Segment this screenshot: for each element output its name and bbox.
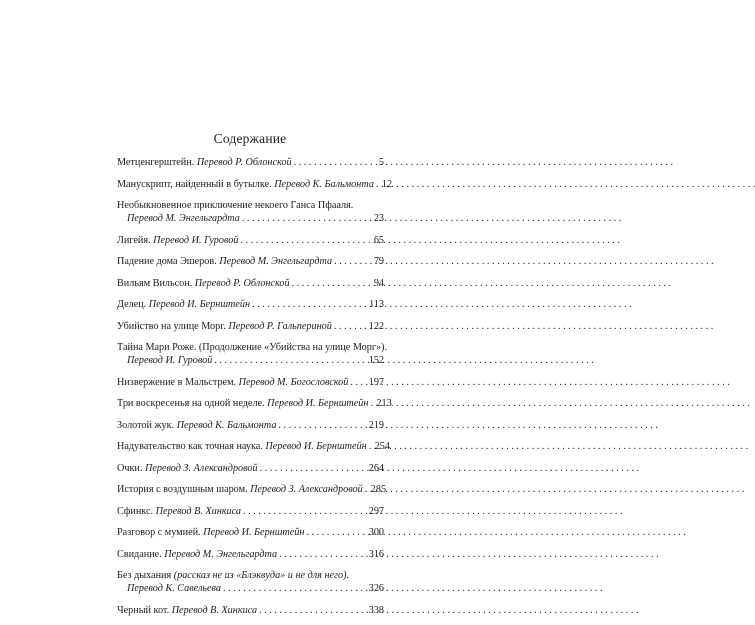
toc-entry bbox=[117, 320, 384, 333]
entry-translator: Перевод К. Бальмонта bbox=[176, 419, 277, 431]
toc-entry bbox=[117, 604, 384, 617]
dot-leader bbox=[260, 462, 367, 475]
dot-leader bbox=[214, 354, 366, 367]
contents-heading: Содержание bbox=[213, 131, 287, 146]
entry-page-number: 316 bbox=[368, 548, 384, 560]
entry-page-number: 300 bbox=[368, 527, 384, 538]
entry-page-number: 79 bbox=[373, 256, 384, 267]
dot-leader bbox=[334, 255, 372, 268]
dot-leader bbox=[292, 277, 372, 290]
entry-translator: Перевод Р. Облонской bbox=[194, 277, 290, 289]
entry-translator: Перевод И. Бернштейн bbox=[148, 299, 251, 310]
toc-entry bbox=[117, 569, 384, 595]
entry-translator: Перевод М. Энгельгардта bbox=[219, 256, 333, 267]
entry-title: Три воскресенья на одной неделе. bbox=[117, 398, 268, 409]
entry-title: Падение дома Эшеров. bbox=[117, 256, 220, 267]
toc-entry bbox=[117, 255, 384, 268]
table-of-contents bbox=[117, 156, 393, 625]
entry-title: Очки. bbox=[117, 462, 145, 474]
dot-leader bbox=[306, 526, 366, 539]
dot-leader bbox=[252, 298, 367, 311]
entry-translator: Перевод В. Хинкиса bbox=[155, 505, 241, 517]
toc-entry bbox=[117, 199, 384, 225]
entry-translator: Перевод К. Бальмонта bbox=[274, 178, 374, 190]
entry-translator: Перевод З. Александровой bbox=[250, 484, 363, 495]
toc-entry bbox=[117, 548, 384, 561]
entry-page-number: 5 bbox=[378, 157, 384, 168]
toc-entry bbox=[117, 178, 393, 191]
toc-entry bbox=[117, 440, 390, 453]
entry-translator: Перевод З. Александровой bbox=[144, 462, 258, 474]
toc-entry bbox=[117, 419, 384, 432]
toc-entry bbox=[117, 483, 387, 496]
entry-page-number: 94 bbox=[373, 277, 384, 289]
entry-title: Манускрипт, найденный в бутылке. bbox=[117, 178, 275, 190]
entry-title: Свидание. bbox=[117, 548, 165, 560]
entry-page-number: 297 bbox=[368, 505, 384, 517]
toc-entry bbox=[117, 298, 384, 311]
dot-leader bbox=[334, 320, 367, 333]
entry-title: Надувательство как точная наука. bbox=[117, 441, 266, 452]
dot-leader bbox=[369, 440, 373, 453]
entry-page-number: 213 bbox=[376, 398, 392, 409]
dot-leader bbox=[259, 604, 367, 617]
entry-translator: Перевод М. Энгельгардта bbox=[164, 548, 278, 560]
dot-leader bbox=[243, 505, 367, 518]
toc-entry bbox=[117, 156, 384, 169]
entry-page-number: 338 bbox=[368, 604, 384, 616]
entry-translator: Перевод И. Гуровой bbox=[153, 234, 239, 246]
entry-page-number: 264 bbox=[368, 462, 384, 474]
dot-leader bbox=[278, 419, 366, 432]
toc-entry bbox=[117, 505, 384, 518]
entry-translator: Перевод И. Бернштейн bbox=[265, 441, 367, 452]
dot-leader bbox=[240, 234, 371, 247]
entry-note: (рассказ не из «Блэквуда» и не для него). bbox=[173, 570, 350, 581]
entry-title: Без дыхания bbox=[117, 570, 174, 581]
dot-leader bbox=[365, 483, 369, 496]
entry-title: Сфинкс. bbox=[117, 505, 156, 517]
entry-translator: Перевод В. Хинкиса bbox=[171, 604, 258, 616]
toc-entry bbox=[117, 341, 388, 367]
entry-page-number: 219 bbox=[368, 419, 384, 431]
dot-leader bbox=[350, 376, 366, 389]
dot-leader bbox=[370, 397, 374, 410]
entry-translator: Перевод М. Энгельгардта bbox=[127, 213, 240, 224]
toc-entry bbox=[117, 376, 384, 389]
toc-entry bbox=[117, 462, 384, 475]
entry-title: Разговор с мумией. bbox=[117, 527, 204, 538]
entry-page-number: 12 bbox=[381, 178, 393, 190]
dot-leader bbox=[279, 548, 367, 561]
entry-translator: Перевод К. Савельева bbox=[127, 583, 221, 594]
entry-page-number: 113 bbox=[369, 299, 384, 310]
entry-title: Лигейя. bbox=[117, 234, 154, 246]
entry-title: Вильям Вильсон. bbox=[117, 277, 195, 289]
entry-page-number: 197 bbox=[368, 376, 384, 388]
toc-entry bbox=[117, 234, 384, 247]
entry-translator: Перевод Р. Гальпериной bbox=[228, 320, 332, 332]
dot-leader bbox=[294, 156, 377, 169]
entry-page-number: 326 bbox=[368, 583, 384, 594]
entry-title: Делец. bbox=[117, 299, 149, 310]
entry-page-number: 23 bbox=[373, 213, 384, 224]
entry-title: Необыкновенное приключение некоего Ганса Пфааля. bbox=[117, 200, 354, 211]
entry-translator: Перевод И. Бернштейн bbox=[203, 527, 305, 538]
entry-title: Метценгерштейн. bbox=[117, 157, 197, 168]
entry-title: Низвержение в Мальстрем. bbox=[117, 376, 239, 388]
dot-leader bbox=[242, 212, 372, 225]
entry-translator: Перевод И. Бернштейн bbox=[267, 398, 369, 409]
entry-page-number: 285 bbox=[370, 484, 387, 495]
dot-leader bbox=[223, 582, 367, 595]
entry-title: Золотой жук. bbox=[117, 419, 177, 431]
dot-leader bbox=[376, 178, 380, 191]
toc-entry bbox=[117, 526, 384, 539]
entry-page-number: 152 bbox=[368, 355, 384, 366]
entry-page-number: 122 bbox=[368, 320, 384, 332]
entry-translator: Перевод И. Гуровой bbox=[127, 355, 213, 366]
entry-page-number: 65 bbox=[373, 234, 384, 246]
entry-page-number: 254 bbox=[374, 441, 390, 452]
entry-translator: Перевод Р. Облонской bbox=[196, 157, 292, 168]
entry-title: История с воздушным шаром. bbox=[117, 484, 251, 495]
entry-title: Тайна Мари Роже. (Продолжение «Убийства на улице Морг»). bbox=[117, 342, 388, 353]
toc-entry bbox=[117, 277, 384, 290]
toc-entry bbox=[117, 397, 392, 410]
entry-translator: Перевод М. Богословской bbox=[238, 376, 349, 388]
entry-title: Убийство на улице Морг. bbox=[117, 320, 229, 332]
entry-title: Черный кот. bbox=[117, 604, 172, 616]
